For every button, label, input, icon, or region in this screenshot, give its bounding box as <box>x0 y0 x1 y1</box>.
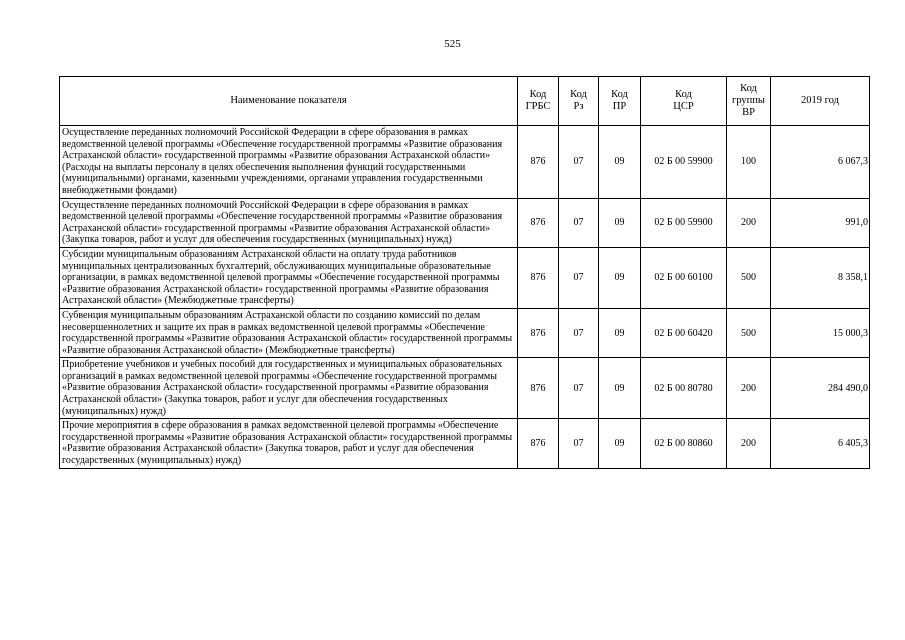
header-grbs-line2: ГРБС <box>525 101 551 112</box>
row-csr: 02 Б 00 59900 <box>641 198 727 247</box>
row-vr: 500 <box>727 247 771 308</box>
header-vr-line1: Код <box>740 83 757 94</box>
row-csr: 02 Б 00 59900 <box>641 126 727 199</box>
row-csr: 02 Б 00 60420 <box>641 308 727 357</box>
header-pr <box>599 77 641 126</box>
row-grbs: 876 <box>518 358 559 419</box>
row-pr: 09 <box>599 419 641 468</box>
row-rz: 07 <box>559 419 599 468</box>
row-rz: 07 <box>559 358 599 419</box>
row-csr: 02 Б 00 60100 <box>641 247 727 308</box>
row-name: Субсидии муниципальным образованиям Астраханской области на оплату труда работников муниципальных централизованных бухгалтерий, обслуживающих муниципальные образовательные организации, в рамках ведомственной целевой программы «Обеспечение государственной программы «Развитие образования Астраханской области» государственной программы «Развитие образования Астраханской области» (Межбюджетные трансферты) <box>60 247 518 308</box>
row-pr: 09 <box>599 126 641 199</box>
header-vr <box>727 77 771 126</box>
row-amount: 6 405,3 <box>771 419 870 468</box>
row-name: Осуществление переданных полномочий Российской Федерации в сфере образования в рамках ведомственной целевой программы «Обеспечение государственной программы «Развитие образования Астраханской области» государственной программы «Развитие образования Астраханской области» (Расходы на выплаты персоналу в целях обеспечения выполнения функций государственными (муниципальными) органами, казенными учреждениями, органами управления государственными внебюджетными фондами) <box>60 126 518 199</box>
header-rz <box>559 77 599 126</box>
header-rz-line2: Рз <box>573 101 584 112</box>
table-row <box>60 358 870 419</box>
row-amount: 15 000,3 <box>771 308 870 357</box>
header-csr-line1: Код <box>675 89 692 100</box>
row-name: Осуществление переданных полномочий Российской Федерации в сфере образования в рамках ведомственной целевой программы «Обеспечение государственной программы «Развитие образования Астраханской области» государственной программы «Развитие образования Астраханской области» (Закупка товаров, работ и услуг для обеспечения государственных (муниципальных) нужд) <box>60 198 518 247</box>
table-row <box>60 126 870 199</box>
row-pr: 09 <box>599 308 641 357</box>
row-vr: 200 <box>727 358 771 419</box>
header-grbs-line1: Код <box>529 89 547 100</box>
row-vr: 500 <box>727 308 771 357</box>
row-pr: 09 <box>599 198 641 247</box>
row-pr: 09 <box>599 247 641 308</box>
row-grbs: 876 <box>518 126 559 199</box>
header-vr-line2: группы <box>732 95 765 106</box>
row-pr: 09 <box>599 358 641 419</box>
row-grbs: 876 <box>518 247 559 308</box>
row-vr: 200 <box>727 198 771 247</box>
row-amount: 991,0 <box>771 198 870 247</box>
row-rz: 07 <box>559 247 599 308</box>
table-row <box>60 198 870 247</box>
header-pr-line2: ПР <box>612 101 627 112</box>
table-row <box>60 419 870 468</box>
header-year: 2019 год <box>771 77 870 126</box>
row-csr: 02 Б 00 80860 <box>641 419 727 468</box>
header-vr-line3: ВР <box>742 107 755 118</box>
row-vr: 200 <box>727 419 771 468</box>
row-grbs: 876 <box>518 308 559 357</box>
row-rz: 07 <box>559 308 599 357</box>
header-pr-line1: Код <box>611 89 628 100</box>
row-amount: 6 067,3 <box>771 126 870 199</box>
row-csr: 02 Б 00 80780 <box>641 358 727 419</box>
row-grbs: 876 <box>518 419 559 468</box>
header-grbs <box>518 77 559 126</box>
row-name: Приобретение учебников и учебных пособий для государственных и муниципальных образовательных организаций в рамках ведомственной целевой программы «Обеспечение государственной программы «Развитие образования Астраханской области» государственной программы «Развитие образования Астраханской области» (Закупка товаров, работ и услуг для обеспечения государственных (муниципальных) нужд) <box>60 358 518 419</box>
header-name: Наименование показателя <box>60 77 518 126</box>
table-row <box>60 308 870 357</box>
row-rz: 07 <box>559 126 599 199</box>
row-amount: 284 490,0 <box>771 358 870 419</box>
row-amount: 8 358,1 <box>771 247 870 308</box>
row-rz: 07 <box>559 198 599 247</box>
table-row <box>60 247 870 308</box>
row-vr: 100 <box>727 126 771 199</box>
header-rz-line1: Код <box>570 89 587 100</box>
page-number: 525 <box>444 38 461 50</box>
header-csr <box>641 77 727 126</box>
row-name: Прочие мероприятия в сфере образования в рамках ведомственной целевой программы «Обеспечение государственной программы «Развитие образования Астраханской области» государственной программы «Развитие образования Астраханской области» (Закупка товаров, работ и услуг для обеспечения государственных (муниципальных) нужд) <box>60 419 518 468</box>
header-csr-line2: ЦСР <box>673 101 694 112</box>
row-grbs: 876 <box>518 198 559 247</box>
header-row <box>60 77 870 126</box>
row-name: Субвенция муниципальным образованиям Астраханской области по созданию комиссий по делам несовершеннолетних и защите их прав в рамках ведомственной целевой программы «Обеспечение государственной программы «Развитие образования Астраханской области» государственной программы «Развитие образования Астраханской области» (Межбюджетные трансферты) <box>60 308 518 357</box>
budget-table <box>59 76 870 469</box>
